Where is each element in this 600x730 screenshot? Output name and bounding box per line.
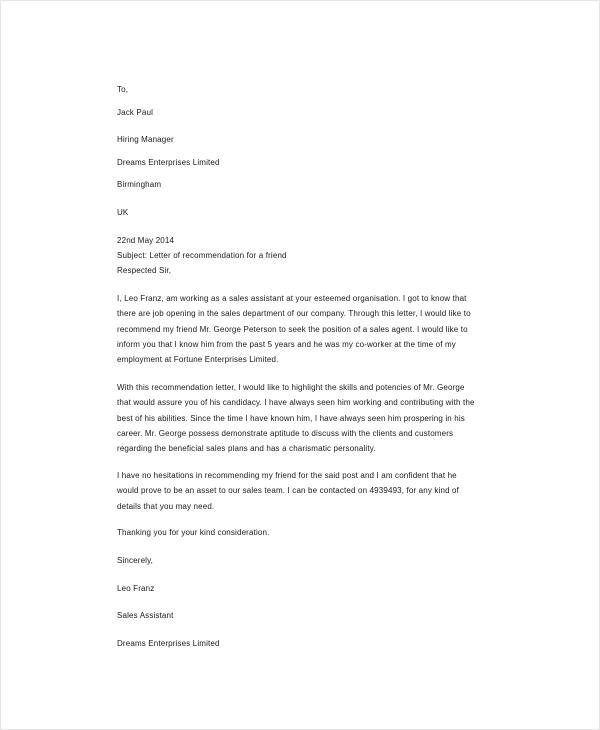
paragraph-line: I have no hesitations in recommending my friend for the said post and I am confident that he: [117, 471, 457, 480]
paragraph-line: I, Leo Franz, am working as a sales assistant at your esteemed organisation. I got to know that: [117, 294, 467, 303]
to-label: To,: [117, 85, 129, 94]
recipient-name: Jack Paul: [117, 108, 154, 117]
paragraph-line: recommend my friend Mr. George Peterson to seek the position of a sales agent. I would like to: [117, 324, 468, 334]
paragraph-qualities: [117, 380, 477, 456]
closing: Sincerely,: [117, 556, 154, 565]
paragraph-line: that would assure you of his candidacy. I have always seen him working and contributing with the: [117, 398, 475, 408]
letter-date: 22nd May 2014: [117, 236, 175, 245]
recipient-country: UK: [117, 208, 129, 217]
paragraph-line: With this recommendation letter, I would like to highlight the skills and potencies of Mr. George: [117, 383, 465, 392]
paragraph-line: best of his abilities. Since the time I have known him, I have always seen him prospering in his: [117, 413, 465, 423]
recipient-title: Hiring Manager: [117, 135, 174, 144]
paragraph-contact: [117, 468, 477, 514]
paragraph-line: regarding the beneficial sales plans and has a charismatic personality.: [117, 444, 376, 454]
recipient-company: Dreams Enterprises Limited: [117, 158, 220, 167]
paragraph-line: inform you that I know him from the past 5 years and he was my co-worker at the time of my: [117, 339, 456, 349]
paragraph-line: would prove to be an asset to our sales team. I can be contacted on 4939493, for any kind of: [117, 486, 460, 496]
letter-subject: Subject: Letter of recommendation for a friend: [117, 251, 287, 260]
paragraph-line: details that you may need.: [117, 501, 215, 511]
salutation: Respected Sir,: [117, 266, 172, 275]
paragraph-line: employment at Fortune Enterprises Limited.: [117, 355, 279, 365]
paragraph-introduction: [117, 291, 477, 367]
sender-name: Leo Franz: [117, 584, 155, 593]
sender-company: Dreams Enterprises Limited: [117, 639, 220, 648]
recipient-city: Birmingham: [117, 180, 162, 189]
thanks-line: Thanking you for your kind consideration.: [117, 528, 270, 537]
sender-title: Sales Assistant: [117, 611, 174, 620]
paragraph-line: there are job opening in the sales department of our company. Through this letter, I would like to: [117, 309, 471, 319]
paragraph-line: career. Mr. George possess demonstrate aptitude to discuss with the clients and customers: [117, 428, 454, 438]
